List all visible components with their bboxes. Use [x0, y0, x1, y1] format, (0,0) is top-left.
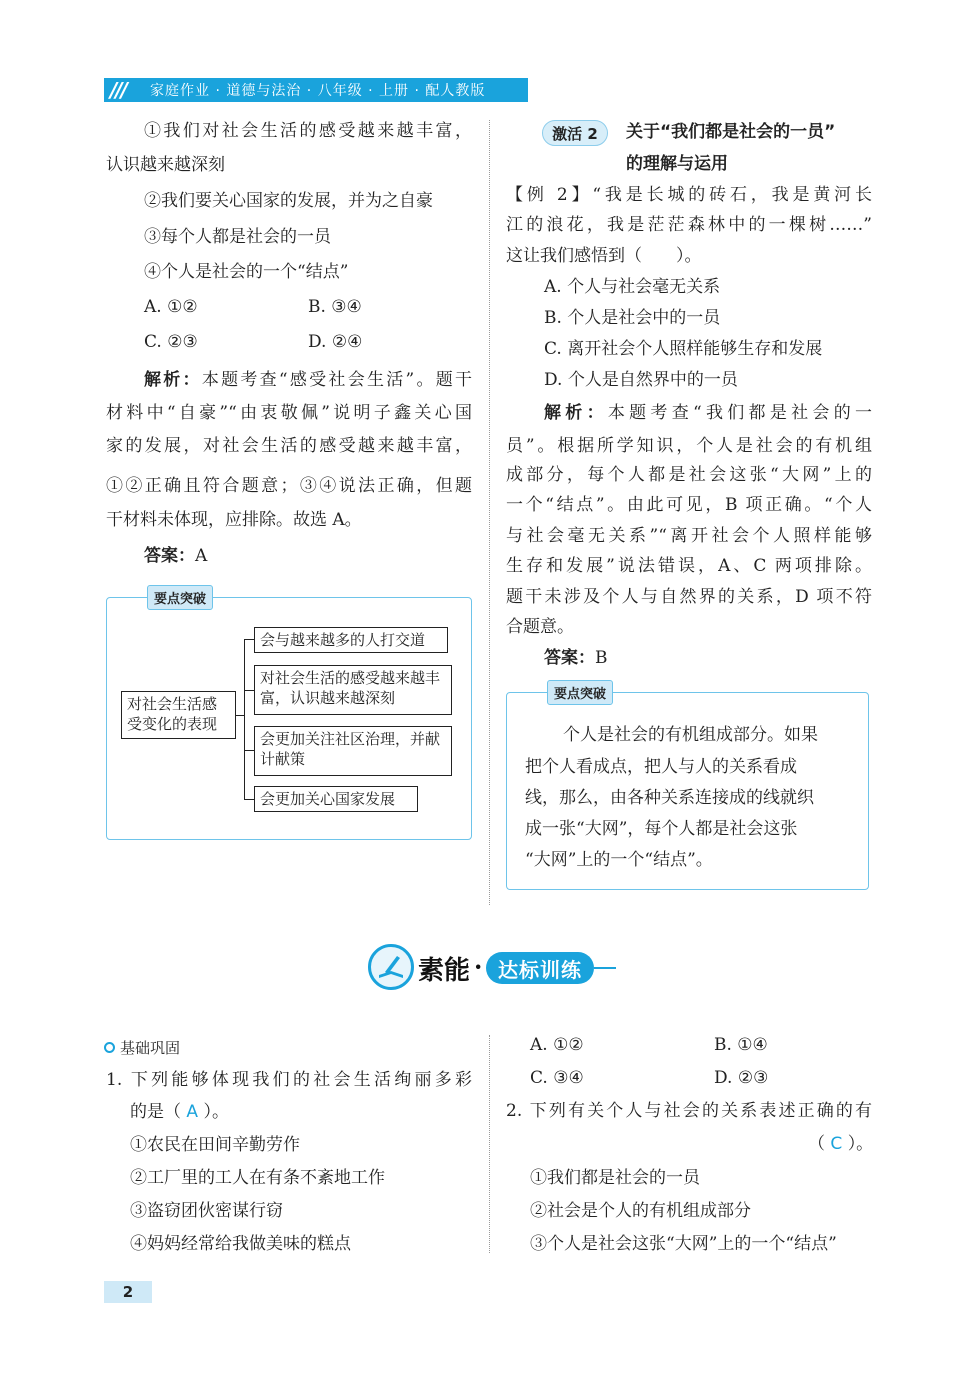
section-banner	[368, 944, 616, 994]
section-tag	[104, 1037, 180, 1058]
map-root: 对社会生活感受变化的表现	[121, 691, 236, 739]
q2-item-2: ②社会是个人的有机组成部分	[530, 1201, 751, 1221]
q1-item-2: ②工厂里的工人在有条不紊地工作	[130, 1168, 385, 1188]
right-analysis-line-1	[544, 405, 872, 422]
right-analysis-line-4: 一个“结点”。由此可见，B 项正确。“个人	[506, 495, 872, 515]
example-choice-d: D. 个人是自然界中的一员	[544, 370, 738, 390]
answer-label: 答案：	[144, 546, 195, 566]
keypoint-label-right: 要点突破	[547, 680, 613, 705]
choice-d: D. ②④	[308, 332, 363, 352]
right-analysis-text-1: 本题考查“我们都是社会的一	[607, 403, 872, 423]
choice-a: A. ①②	[144, 297, 198, 317]
right-answer-line	[544, 650, 608, 667]
q1-item-1: ①农民在田间辛勤劳作	[130, 1135, 300, 1155]
example-choice-c: C. 离开社会个人照样能够生存和发展	[544, 339, 823, 359]
map-connector-4	[244, 799, 254, 800]
right-answer-value: B	[595, 648, 608, 668]
q1-line-1: 1. 下列能够体现我们的社会生活绚丽多彩	[106, 1070, 472, 1090]
q1-choice-b: B. ①④	[714, 1035, 768, 1055]
q1-answer: A	[186, 1102, 199, 1122]
kp-right-line-1: 个人是社会的有机组成部分。如果	[563, 725, 818, 745]
map-connector-1	[244, 639, 254, 640]
kp-right-line-5: “大网”上的一个“结点”。	[525, 850, 713, 870]
map-branch-3: 会更加关注社区治理，并献计献策	[254, 726, 452, 776]
circle-icon	[104, 1042, 115, 1053]
section-tag-text: 基础巩固	[120, 1039, 181, 1057]
analysis-line-4: ①②正确且符合题意；③④说法正确，但题	[106, 476, 472, 496]
option-line-3: ②我们要关心国家的发展，并为之自豪	[144, 191, 433, 211]
header-bar	[104, 78, 528, 102]
q2-paren-close: ）。	[847, 1134, 874, 1154]
right-heading-1: 关于“我们都是社会的一员”	[626, 122, 836, 142]
right-analysis-line-6: 生存和发展”说法错误，A、C 两项排除。	[506, 556, 872, 576]
option-line-5: ④个人是社会的一个“结点”	[144, 262, 349, 282]
q1-suffix: ）。	[203, 1102, 229, 1122]
banner-tail	[594, 967, 616, 969]
column-divider-bottom	[489, 1035, 490, 1253]
keypoint-label: 要点突破	[147, 585, 213, 610]
map-branch-2: 对社会生活的感受越来越丰富，认识越来越深刻	[254, 665, 452, 715]
analysis-line-3: 家的发展，对社会生活的感受越来越丰富，	[106, 436, 472, 456]
pen-book-icon	[368, 944, 414, 990]
map-connector-vertical	[244, 639, 245, 799]
option-line-1: ①我们对社会生活的感受越来越丰富，	[144, 121, 472, 141]
kp-right-line-2: 把个人看成点，把人与人的关系看成	[525, 757, 797, 777]
q1-line-2	[130, 1104, 229, 1121]
q1-item-3: ③盗窃团伙密谋行窃	[130, 1201, 283, 1221]
map-branch-1: 会与越来越多的人打交道	[254, 627, 448, 653]
q2-item-3: ③个人是社会这张“大网”上的一个“结点”	[530, 1234, 837, 1254]
q1-item-4: ④妈妈经常给我做美味的糕点	[130, 1234, 351, 1254]
example-choice-b: B. 个人是社会中的一员	[544, 308, 721, 328]
q1-choice-a: A. ①②	[530, 1035, 584, 1055]
q2-answer-line	[808, 1136, 873, 1153]
activate-badge: 激活 2	[542, 120, 608, 146]
header-slashes-icon: ///	[110, 78, 126, 102]
analysis-text-1: 本题考查“感受社会生活”。题干	[201, 370, 473, 390]
right-analysis-label: 解析：	[544, 403, 608, 423]
example-line-1: 【例 2】“我是长城的砖石，我是黄河长	[506, 185, 872, 205]
banner-pill: 达标训练	[486, 952, 594, 984]
map-connector-3	[244, 750, 254, 751]
q1-choice-d: D. ②③	[714, 1068, 769, 1088]
header-title: 家庭作业 · 道德与法治 · 八年级 · 上册 · 配人教版	[150, 83, 486, 99]
right-analysis-line-8: 合题意。	[506, 617, 574, 637]
right-analysis-line-5: 与社会毫无关系”“离开社会个人照样能够	[506, 526, 872, 546]
map-connector-root	[236, 715, 244, 716]
kp-right-line-3: 线，那么，由各种关系连接成的线就织	[525, 788, 814, 808]
kp-right-line-4: 成一张“大网”，每个人都是社会这张	[525, 819, 798, 839]
right-heading-2: 的理解与运用	[626, 154, 728, 174]
analysis-line-5: 干材料未体现，应排除。故选 A。	[106, 510, 362, 530]
right-answer-label: 答案：	[544, 648, 595, 668]
example-line-2: 江的浪花，我是茫茫森林中的一棵树……”	[506, 215, 872, 235]
right-analysis-line-7: 题干未涉及个人与自然界的关系，D 项不符	[506, 587, 872, 607]
q1-prefix: 的是（	[130, 1102, 181, 1122]
banner-title: 素能	[418, 956, 471, 986]
choice-c: C. ②③	[144, 332, 198, 352]
analysis-label: 解析：	[144, 370, 202, 390]
analysis-line-2: 材料中“自豪”“由衷敬佩”说明子鑫关心国	[106, 403, 472, 423]
column-divider-top	[489, 120, 490, 905]
banner-dot: ·	[474, 952, 483, 981]
q2-item-1: ①我们都是社会的一员	[530, 1168, 700, 1188]
answer-line	[144, 548, 207, 565]
option-line-2: 认识越来越深刻	[106, 155, 225, 175]
right-analysis-line-2: 员”。根据所学知识，个人是社会的有机组	[506, 436, 872, 456]
right-analysis-line-3: 成部分，每个人都是社会这张“大网”上的	[506, 465, 872, 485]
option-line-4: ③每个人都是社会的一员	[144, 227, 331, 247]
q1-choice-c: C. ③④	[530, 1068, 584, 1088]
answer-value: A	[195, 546, 208, 566]
q2-answer: C	[830, 1134, 843, 1154]
choice-b: B. ③④	[308, 297, 362, 317]
q2-paren-open: （	[808, 1134, 825, 1154]
page-number: 2	[104, 1281, 152, 1303]
q2-line-1: 2. 下列有关个人与社会的关系表述正确的有	[506, 1101, 872, 1121]
example-line-3: 这让我们感悟到（ ）。	[506, 246, 702, 266]
map-branch-4: 会更加关心国家发展	[254, 786, 418, 812]
map-connector-2	[244, 690, 254, 691]
example-choice-a: A. 个人与社会毫无关系	[544, 277, 721, 297]
analysis-line-1	[144, 372, 472, 389]
